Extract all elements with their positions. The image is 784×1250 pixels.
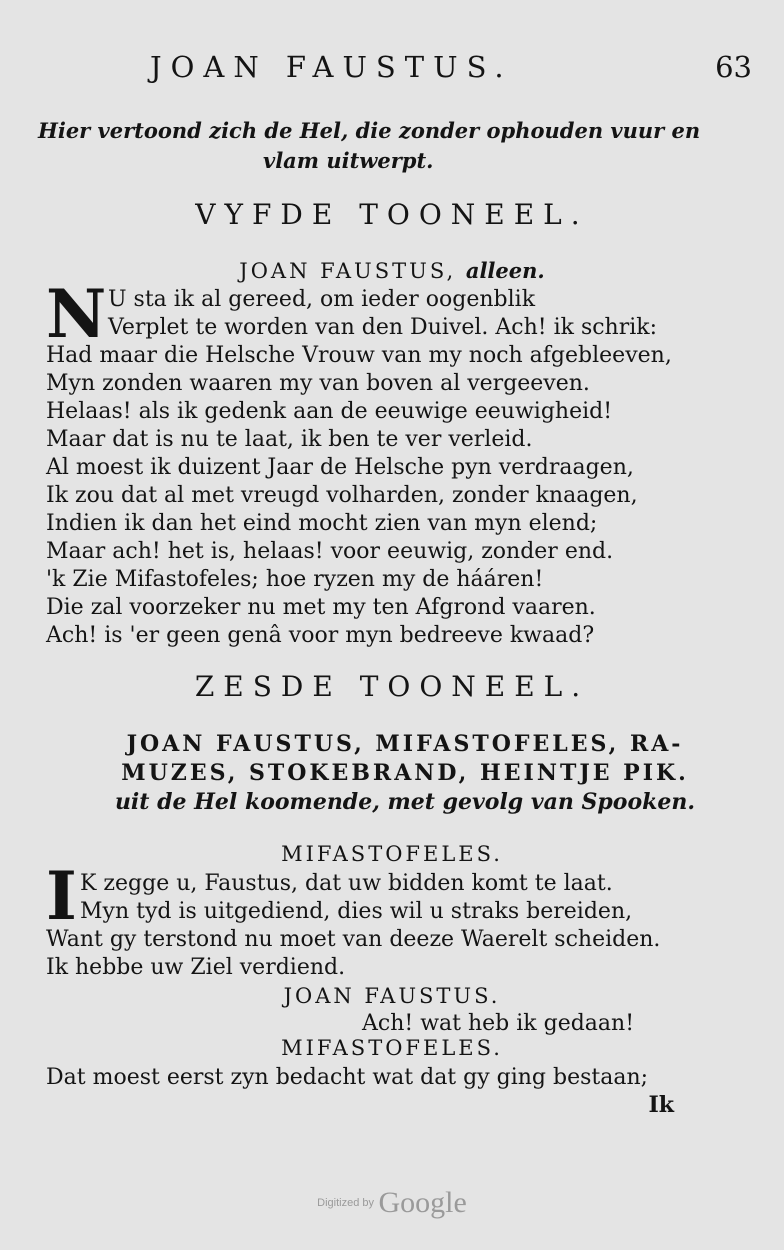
speaker-note: alleen. (465, 258, 545, 283)
verse-line: Want gy terstond nu moet van deeze Waerelt scheiden. (46, 927, 661, 952)
scene-6-speaker-2: JOAN FAUSTUS. (283, 984, 501, 1008)
verse-line: Maar ach! het is, helaas! voor eeuwig, zonder end. (46, 539, 614, 564)
stage-direction-line-1: Hier vertoond zich de Hel, die zonder ophouden vuur en (38, 118, 701, 143)
cast-note: uit de Hel koomende, met gevolg van Spooken. (114, 789, 696, 815)
scene-5-dropcap: N (46, 275, 107, 353)
running-header (150, 50, 752, 84)
verse-line: Verplet te worden van den Duivel. Ach! ik schrik: (108, 315, 658, 340)
verse-line: Maar dat is nu te laat, ik ben te ver verleid. (46, 427, 533, 452)
scene-6-speech-1 (46, 857, 774, 982)
verse-line: 'k Zie Mifastofeles; hoe ryzen my de hááren! (46, 567, 544, 592)
scene-5-speaker (0, 258, 784, 283)
scene-6-speech-3: Dat moest eerst zyn bedacht wat dat gy ging bestaan; (46, 1065, 649, 1090)
digitized-watermark (0, 1186, 784, 1220)
verse-line: Myn zonden waaren my van boven al vergeeven. (46, 371, 590, 396)
verse-line: K zegge u, Faustus, dat uw bidden komt te laat. (80, 871, 613, 896)
watermark-prefix: Digitized by (317, 1197, 375, 1209)
verse-line: Al moest ik duizent Jaar de Helsche pyn verdraagen, (46, 455, 634, 480)
verse-line: Had maar die Helsche Vrouw van my noch afgebleeven, (46, 343, 672, 368)
google-logo: Google (378, 1186, 467, 1219)
scene-6-dropcap: I (46, 857, 77, 935)
catchword: Ik (648, 1092, 674, 1118)
scene-6-cast (46, 730, 764, 817)
stage-direction-line-2: vlam uitwerpt. (263, 148, 434, 173)
scene-6-speech-2: Ach! wat heb ik gedaan! (362, 1011, 635, 1036)
stage-direction (38, 116, 764, 176)
scene-5-verse (46, 275, 774, 650)
page-number: 63 (715, 50, 752, 84)
scene-6-speaker-1: MIFASTOFELES. (281, 842, 503, 866)
verse-line: Ach! is 'er geen genâ voor myn bedreeve kwaad? (46, 623, 595, 648)
speaker-name: JOAN FAUSTUS, (239, 259, 457, 283)
verse-line: Helaas! als ik gedenk aan de eeuwige eeuwigheid! (46, 399, 613, 424)
verse-line: Die zal voorzeker nu met my ten Afgrond vaaren. (46, 595, 596, 620)
scene-5-title: VYFDE TOONEEL. (195, 198, 589, 231)
verse-line: Indien ik dan het eind mocht zien van myn elend; (46, 511, 598, 536)
scene-6-speaker-3: MIFASTOFELES. (281, 1036, 503, 1060)
verse-line: Ik hebbe uw Ziel verdiend. (46, 955, 346, 980)
verse-line: Ik zou dat al met vreugd volharden, zonder knaagen, (46, 483, 638, 508)
scene-6-title: ZESDE TOONEEL. (194, 670, 590, 703)
cast-line-2: MUZES, STOKEBRAND, HEINTJE PIK. (121, 760, 689, 786)
verse-line: U sta ik al gereed, om ieder oogenblik (108, 287, 536, 312)
cast-line-1: JOAN FAUSTUS, MIFASTOFELES, RA- (126, 731, 684, 757)
header-title: JOAN FAUSTUS. (150, 50, 513, 84)
verse-line: Myn tyd is uitgediend, dies wil u straks bereiden, (80, 899, 633, 924)
